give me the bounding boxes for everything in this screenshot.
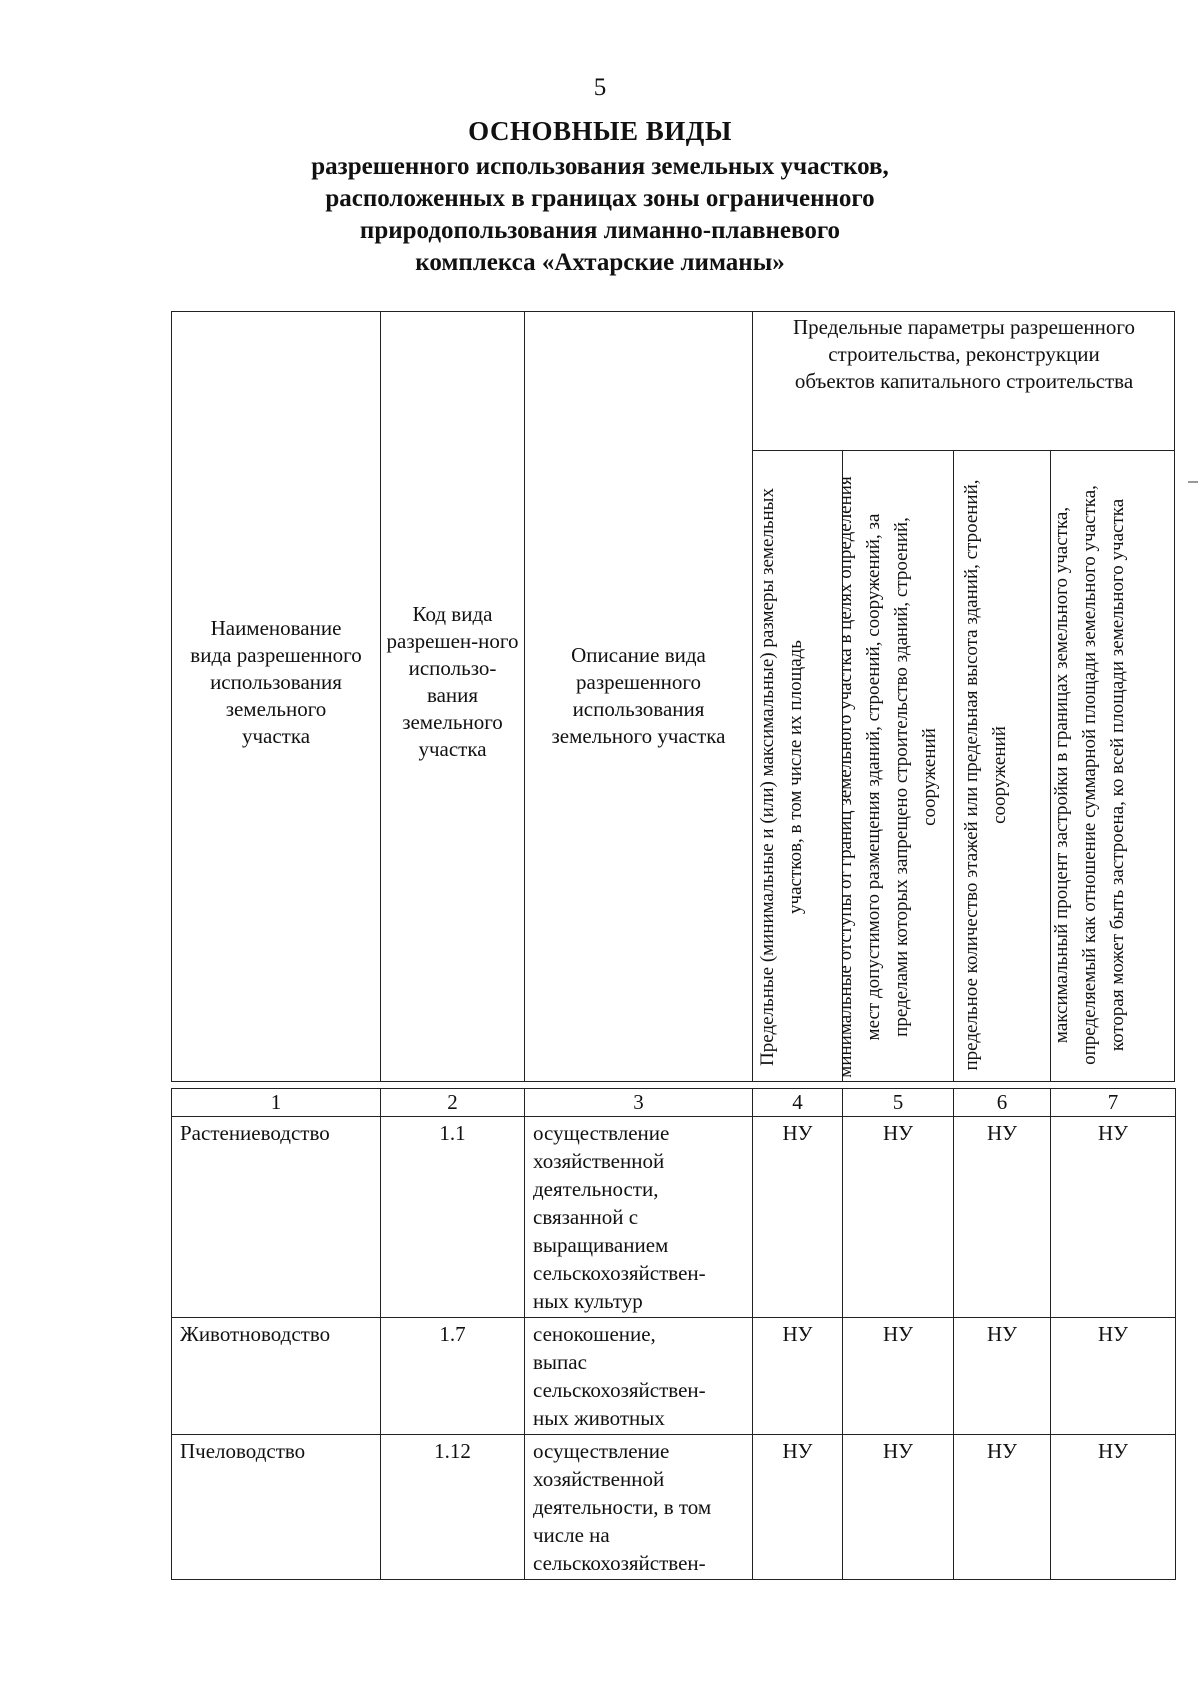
column-number-row — [172, 1089, 1176, 1117]
header-col1-label: Наименование вида разрешенного использования земельного участка — [190, 616, 362, 748]
use-code: 1.1 — [381, 1117, 525, 1318]
param-5: НУ — [843, 1435, 954, 1580]
header-col5-label: минимальные отступы от границ земельного участка в целях определения мест допустимого размещения зданий, строений, сооружений, за пределами которых запрещено строительство зданий, строений, сооружений — [835, 476, 940, 1078]
use-description: осуществление хозяйственной деятельности, связанной с выращиванием сельскохозяйствен- ных культур — [525, 1117, 753, 1318]
param-7: НУ — [1051, 1435, 1176, 1580]
header-col4-label: Предельные (минимальные и (или) максимальные) размеры земельных участков, в том числе их площадь — [757, 488, 806, 1066]
use-code: 1.12 — [381, 1435, 525, 1580]
header-col3-label: Описание вида разрешенного использования земельного участка — [551, 643, 726, 748]
table-row — [172, 1435, 1176, 1580]
column-number: 2 — [381, 1089, 525, 1117]
param-4: НУ — [753, 1435, 843, 1580]
param-6: НУ — [954, 1435, 1051, 1580]
use-name: Пчеловодство — [172, 1435, 381, 1580]
param-6: НУ — [954, 1318, 1051, 1435]
column-number: 1 — [172, 1089, 381, 1117]
use-name: Растениеводство — [172, 1117, 381, 1318]
land-use-table — [171, 1088, 1176, 1580]
param-6: НУ — [954, 1117, 1051, 1318]
param-4: НУ — [753, 1318, 843, 1435]
use-description: сенокошение, выпас сельскохозяйствен- ных животных — [525, 1318, 753, 1435]
subtitle-line: разрешенного использования земельных участков, — [311, 153, 889, 180]
column-number: 4 — [753, 1089, 843, 1117]
header-col7-label: максимальный процент застройки в границах земельного участка, определяемый как отношение суммарной площади земельного участка, которая может быть застроена, ко всей площади земельного участка — [1051, 485, 1128, 1065]
param-4: НУ — [753, 1117, 843, 1318]
param-7: НУ — [1051, 1117, 1176, 1318]
subtitle-line: комплекса «Ахтарские лиманы» — [415, 249, 785, 276]
column-number: 5 — [843, 1089, 954, 1117]
use-description: осуществление хозяйственной деятельности, в том числе на сельскохозяйствен- — [525, 1435, 753, 1580]
param-5: НУ — [843, 1318, 954, 1435]
header-col2-label: Код вида разрешен-ного использо-вания земельного участка — [386, 602, 519, 761]
column-number: 6 — [954, 1089, 1051, 1117]
use-name: Животноводство — [172, 1318, 381, 1435]
header-col6-label: предельное количество этажей или предельная высота зданий, строений, сооружений — [961, 479, 1010, 1071]
header-group-label: Предельные параметры разрешенного строительства, реконструкции объектов капитального строительства — [793, 315, 1135, 393]
page-number: 5 — [593, 74, 607, 101]
param-5: НУ — [843, 1117, 954, 1318]
table-row — [172, 1117, 1176, 1318]
subtitle-line: расположенных в границах зоны ограниченного — [325, 185, 875, 212]
margin-mark — [1188, 481, 1198, 483]
document-subtitle — [0, 151, 1200, 279]
param-7: НУ — [1051, 1318, 1176, 1435]
column-number: 7 — [1051, 1089, 1176, 1117]
document-title: ОСНОВНЫЕ ВИДЫ — [468, 116, 732, 146]
column-number: 3 — [525, 1089, 753, 1117]
use-code: 1.7 — [381, 1318, 525, 1435]
subtitle-line: природопользования лиманно-плавневого — [359, 217, 841, 244]
table-row — [172, 1318, 1176, 1435]
